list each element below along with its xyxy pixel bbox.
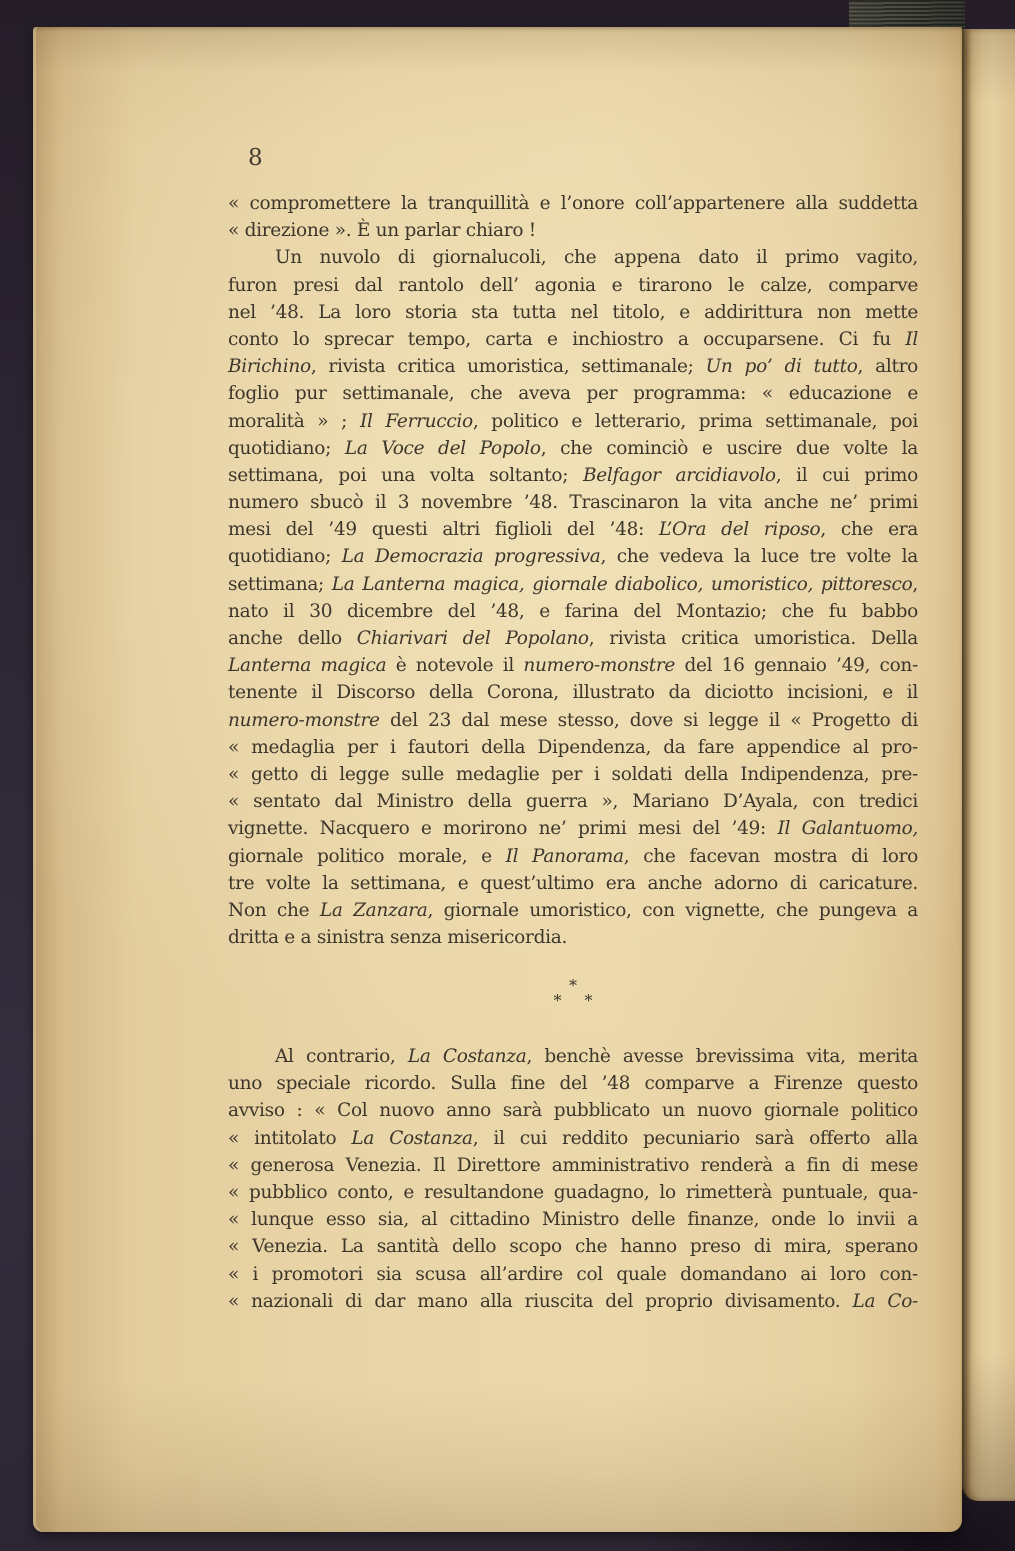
text-block-2 xyxy=(228,1043,918,1315)
asterisk-row: * xyxy=(569,976,577,995)
text-line: conto lo sprecar tempo, carta e inchiostro a occuparsene. Ci fu Il xyxy=(228,328,918,350)
text-line: « nazionali di dar mano alla riuscita del proprio divisamento. La Co- xyxy=(228,1290,918,1312)
text-line: foglio pur settimanale, che aveva per programma: « educazione e xyxy=(228,383,918,405)
text-line: tre volte la settimana, e quest’ultimo era anche adorno di caricature. xyxy=(228,872,918,894)
text-line: dritta e a sinistra senza misericordia. xyxy=(228,927,568,949)
text-line: Un nuvolo di giornalucoli, che appena dato il primo vagito, xyxy=(275,247,918,269)
text-line: numero sbucò il 3 novembre ’48. Trascinaron la vita anche ne’ primi xyxy=(228,492,918,514)
text-line: mesi del ’49 questi altri figlioli del ’48: L’Ora del riposo, che era xyxy=(228,519,918,541)
adjacent-page-edge xyxy=(962,29,1015,1501)
book-page xyxy=(33,27,962,1532)
text-line: Al contrario, La Costanza, benchè avesse brevissima vita, merita xyxy=(275,1046,918,1067)
text-line: settimana; La Lanterna magica, giornale diabolico, umoristico, pittoresco, xyxy=(228,573,918,595)
text-line: nato il 30 dicembre del ’48, e farina del Montazio; che fu babbo xyxy=(228,600,918,622)
asterisk-row: * * xyxy=(553,991,602,1010)
text-line: avviso : « Col nuovo anno sarà pubblicato un nuovo giornale politico xyxy=(228,1100,918,1122)
text-line: « getto di legge sulle medaglie per i soldati della Indipendenza, pre- xyxy=(228,763,918,785)
text-line: quotidiano; La Democrazia progressiva, che vedeva la luce tre volte la xyxy=(228,546,918,568)
text-line: vignette. Nacquero e morirono ne’ primi mesi del ’49: Il Galantuomo, xyxy=(228,818,918,840)
text-line: furon presi dal rantolo dell’ agonia e tirarono le calze, comparve xyxy=(228,274,918,296)
text-block-1 xyxy=(228,190,918,951)
text-line: moralità » ; Il Ferruccio, politico e letterario, prima settimanale, poi xyxy=(228,410,918,432)
text-line: quotidiano; La Voce del Popolo, che cominciò e uscire due volte la xyxy=(228,437,918,459)
section-divider xyxy=(228,978,918,1008)
text-line: « Venezia. La santità dello scopo che hanno preso di mira, sperano xyxy=(228,1236,918,1258)
text-line: giornale politico morale, e Il Panorama, che facevan mostra di loro xyxy=(228,845,918,867)
text-line: nel ’48. La loro storia sta tutta nel titolo, e addirittura non mette xyxy=(228,301,918,323)
text-line: « lunque esso sia, al cittadino Ministro delle finanze, onde lo invii a xyxy=(228,1209,918,1231)
text-line: « direzione ». È un parlar chiaro ! xyxy=(228,220,536,242)
text-line: tenente il Discorso della Corona, illustrato da diciotto incisioni, e il xyxy=(228,682,918,704)
text-line: Lanterna magica è notevole il numero-monstre del 16 gennaio ’49, con- xyxy=(228,655,918,677)
text-line: numero-monstre del 23 dal mese stesso, dove si legge il « Progetto di xyxy=(228,709,918,731)
page-number: 8 xyxy=(248,145,264,171)
text-line: « pubblico conto, e resultandone guadagno, lo rimetterà puntuale, qua- xyxy=(228,1181,918,1203)
text-line: « medaglia per i fautori della Dipendenza, da fare appendice al pro- xyxy=(228,736,918,758)
text-line: Birichino, rivista critica umoristica, settimanale; Un po’ di tutto, altro xyxy=(228,356,918,378)
text-line: settimana, poi una volta soltanto; Belfagor arcidiavolo, il cui primo xyxy=(228,464,918,486)
text-line: « compromettere la tranquillità e l’onore coll’appartenere alla suddetta xyxy=(228,193,918,214)
text-line: « i promotori sia scusa all’ardire col quale domandano ai loro con- xyxy=(228,1263,918,1285)
text-line: « intitolato La Costanza, il cui reddito pecuniario sarà offerto alla xyxy=(228,1127,918,1149)
text-line: Non che La Zanzara, giornale umoristico, con vignette, che pungeva a xyxy=(228,899,918,921)
text-line: anche dello Chiarivari del Popolano, rivista critica umoristica. Della xyxy=(228,628,919,649)
text-line: « sentato dal Ministro della guerra », Mariano D’Ayala, con tredici xyxy=(228,791,918,813)
text-line: uno speciale ricordo. Sulla fine del ’48 comparve a Firenze questo xyxy=(228,1073,918,1095)
text-line: « generosa Venezia. Il Direttore amministrativo renderà a fin di mese xyxy=(228,1154,918,1176)
